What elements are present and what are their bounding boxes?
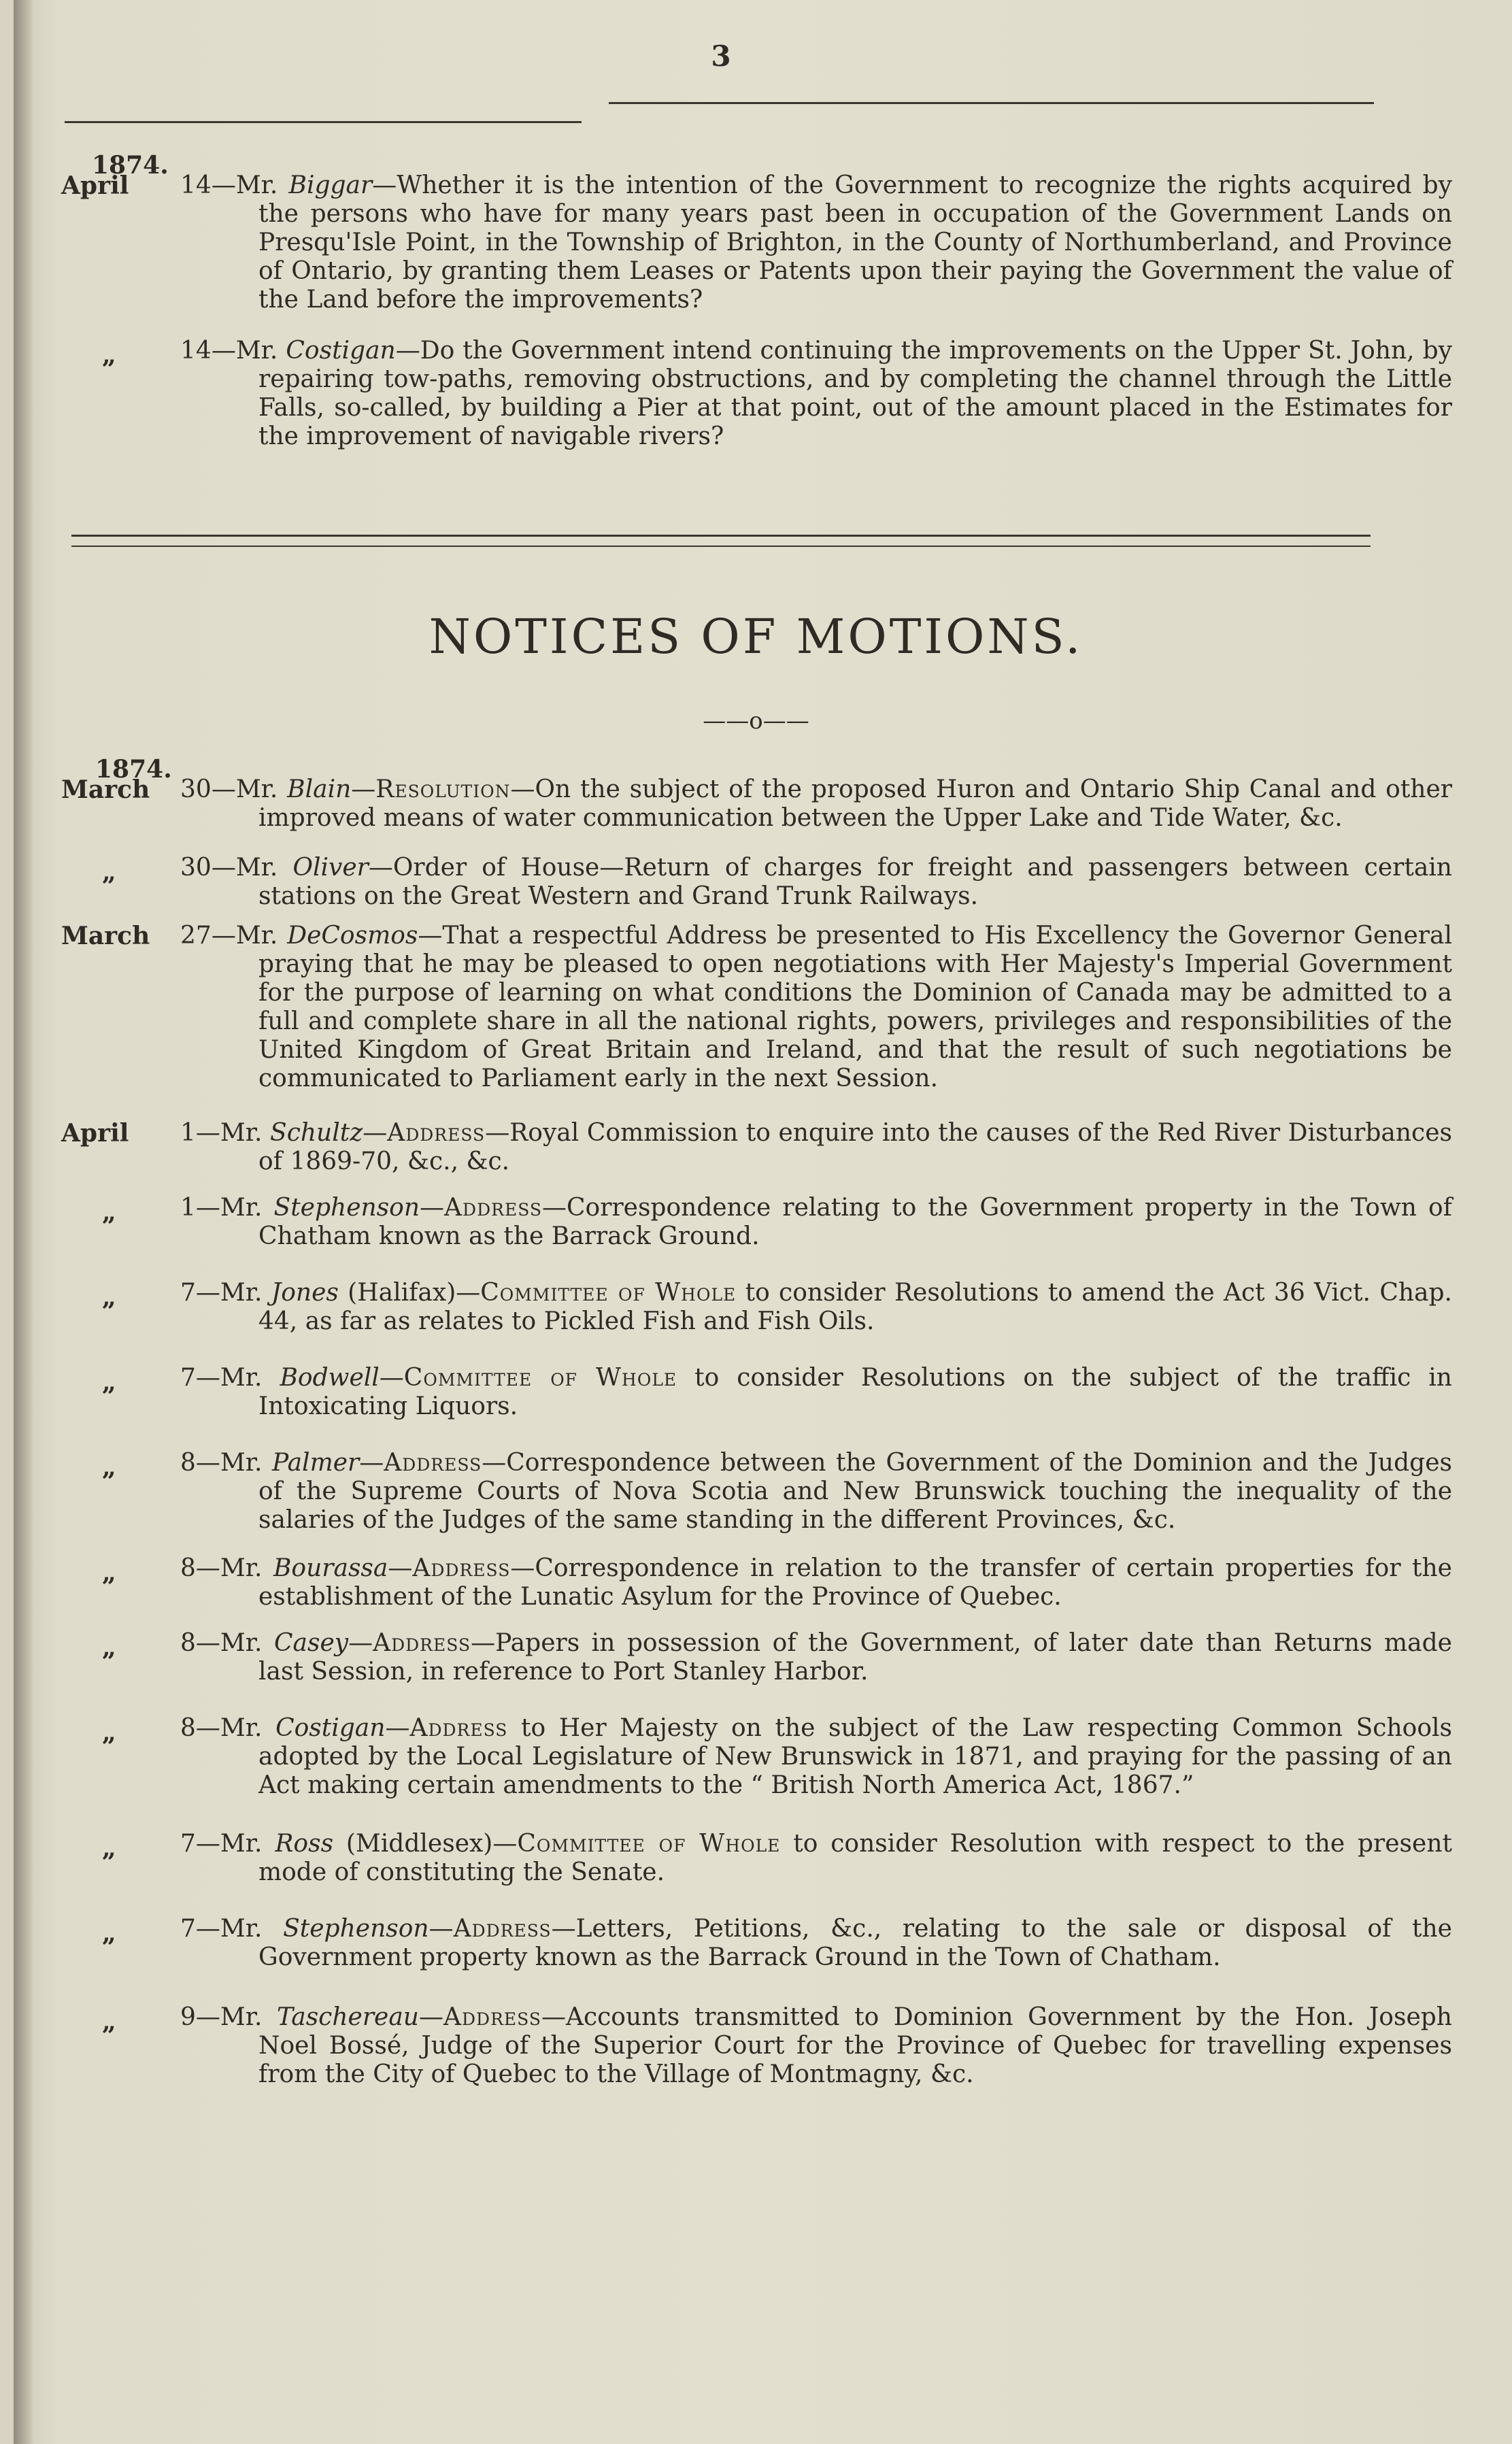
motion-kind: Address	[384, 1449, 482, 1477]
member-name: Bodwell	[280, 1364, 380, 1392]
motion-kind: Committee of Whole	[517, 1830, 781, 1858]
motion-text: Do the Government intend continuing the improvements on the Upper St. John, by repairing tow-paths, removing obstructions, and by completing the channel through the Little Falls, so-called, by building a Pier at that point, out of the amount placed in the Estimates for the improvement of navigable rivers?	[258, 337, 1452, 450]
motion-kind: Address	[444, 1194, 543, 1222]
motion-text: Correspondence relating to the Government property in the Town of Chatham known as the Barrack Ground.	[258, 1194, 1452, 1250]
motion-text: On the subject of the proposed Huron and Ontario Ship Canal and other improved means of water communication between the Upper Lake and Tide Water, &c.	[258, 775, 1452, 832]
member-riding: (Halifax)	[338, 1279, 456, 1307]
entry-body: 8—Mr. Bourassa—Address—Correspondence in relation to the transfer of certain properties for the establishment of the Lunatic Asylum for the Province of Quebec.	[180, 1554, 1452, 1611]
entry-body: 8—Mr. Palmer—Address—Correspondence between the Government of the Dominion and the Judges of the Supreme Courts of Nova Scotia and New Brunswick touching the inequality of the salaries of the Judges of the same standing in the different Provinces, &c.	[180, 1449, 1452, 1534]
motion-text: Papers in possession of the Government, of later date than Returns made last Session, in reference to Port Stanley Harbor.	[258, 1629, 1452, 1686]
section-rule-bottom	[71, 546, 1371, 547]
member-name: Jones	[271, 1279, 339, 1307]
motion-text: to consider Resolutions on the subject of the traffic in Intoxicating Liquors.	[258, 1364, 1452, 1420]
member-name: DeCosmos	[287, 922, 418, 950]
header-rule-left	[65, 121, 582, 123]
motion-text: Royal Commission to enquire into the causes of the Red River Disturbances of 1869-70, &c., &c.	[258, 1119, 1452, 1175]
entry-body: 8—Mr. Costigan—Address to Her Majesty on the subject of the Law respecting Common Schools adopted by the Local Legislature of New Brunswick in 1871, and praying for the passing of an Act making certain amendments to the “ British North America Act, 1867.”	[180, 1714, 1452, 1799]
motion-text: to consider Resolution with respect to the present mode of constituting the Senate.	[258, 1830, 1452, 1886]
member-name: Schultz	[270, 1119, 363, 1147]
entry-month: „	[102, 1834, 116, 1862]
motion-kind: Address	[443, 2003, 541, 2031]
entry-month: „	[102, 858, 116, 886]
member-name: Bourassa	[273, 1554, 388, 1582]
entry-body: 8—Mr. Casey—Address—Papers in possession of the Government, of later date than Returns made last Session, in reference to Port Stanley Harbor.	[180, 1629, 1452, 1686]
motion-kind: Resolution	[375, 775, 511, 803]
entry-month: April	[61, 171, 129, 200]
title-ornament: ——o——	[703, 707, 809, 735]
motion-kind: Committee of Whole	[403, 1364, 677, 1392]
member-name: Palmer	[271, 1449, 360, 1477]
entry-body: 30—Mr. Blain—Resolution—On the subject of the proposed Huron and Ontario Ship Canal and other improved means of water communication between the Upper Lake and Tide Water, &c.	[180, 775, 1452, 832]
page-number: 3	[711, 39, 731, 73]
entry-month: „	[102, 2007, 116, 2036]
entry-body: 7—Mr. Stephenson—Address—Letters, Petitions, &c., relating to the sale or disposal of the Government property known as the Barrack Ground in the Town of Chatham.	[180, 1915, 1452, 1971]
notices-year: 1874.	[95, 755, 172, 784]
entry-month: „	[102, 1198, 116, 1226]
member-name: Ross	[275, 1830, 334, 1858]
member-name: Stephenson	[283, 1915, 429, 1943]
entry-body: 14—Mr. Biggar—Whether it is the intention of the Government to recognize the rights acquired by the persons who have for many years past been in occupation of the Government Lands on Presqu'Isle Point, in the Township of Brighton, in the County of Northumberland, and Province of Ontario, by granting them Leases or Patents upon their paying the Government the value of the Land before the improvements?	[180, 171, 1452, 314]
entry-month: „	[102, 1718, 116, 1747]
entry-day: 1	[180, 1119, 196, 1147]
motion-kind: Address	[412, 1554, 511, 1582]
entry-day: 14	[180, 337, 212, 365]
member-name: Blain	[287, 775, 352, 803]
entry-day: 8	[180, 1449, 196, 1477]
motion-text: Whether it is the intention of the Government to recognize the rights acquired by the persons who have for many years past been in occupation of the Government Lands on Presqu'Isle Point, in the Township of Brighton, in the County of Northumberland, and Province of Ontario, by granting them Leases or Patents upon their paying the Government the value of the Land before the improvements?	[258, 171, 1452, 314]
motion-text: Correspondence in relation to the transfer of certain properties for the establishment of the Lunatic Asylum for the Province of Quebec.	[258, 1554, 1452, 1611]
entry-month: „	[102, 1368, 116, 1396]
entry-day: 8	[180, 1629, 196, 1657]
entry-body: 14—Mr. Costigan—Do the Government intend continuing the improvements on the Upper St. John, by repairing tow-paths, removing obstructions, and by completing the channel through the Little Falls, so-called, by building a Pier at that point, out of the amount placed in the Estimates for the improvement of navigable rivers?	[180, 337, 1452, 450]
entry-day: 8	[180, 1714, 196, 1742]
entry-day: 7	[180, 1915, 196, 1943]
entry-month: March	[61, 775, 150, 804]
motion-text: to consider Resolutions to amend the Act 36 Vict. Chap. 44, as far as relates to Pickled Fish and Fish Oils.	[258, 1279, 1452, 1335]
member-name: Casey	[273, 1629, 349, 1657]
motion-text: Letters, Petitions, &c., relating to the sale or disposal of the Government property known as the Barrack Ground in the Town of Chatham.	[258, 1915, 1452, 1971]
entry-month: March	[61, 922, 150, 950]
entry-day: 27	[180, 922, 212, 950]
entry-body: 7—Mr. Bodwell—Committee of Whole to consider Resolutions on the subject of the traffic in Intoxicating Liquors.	[180, 1364, 1452, 1420]
entry-day: 9	[180, 2003, 196, 2031]
motion-text: to Her Majesty on the subject of the Law respecting Common Schools adopted by the Local Legislature of New Brunswick in 1871, and praying for the passing of an Act making certain amendments to the “ British North America Act, 1867.”	[258, 1714, 1452, 1799]
entry-day: 1	[180, 1194, 196, 1222]
motion-text: Accounts transmitted to Dominion Government by the Hon. Joseph Noel Bossé, Judge of the Superior Court for the Province of Quebec for travelling expenses from the City of Quebec to the Village of Montmagny, &c.	[258, 2003, 1452, 2088]
member-name: Costigan	[275, 1714, 386, 1742]
entry-body: 1—Mr. Schultz—Address—Royal Commission to enquire into the causes of the Red River Disturbances of 1869-70, &c., &c.	[180, 1119, 1452, 1175]
entry-month: „	[102, 1453, 116, 1482]
binding-gutter	[14, 0, 33, 2444]
motion-text: Correspondence between the Government of the Dominion and the Judges of the Supreme Courts of Nova Scotia and New Brunswick touching the inequality of the salaries of the Judges of the same standing in the different Provinces, &c.	[258, 1449, 1452, 1534]
entry-body: 9—Mr. Taschereau—Address—Accounts transmitted to Dominion Government by the Hon. Joseph Noel Bossé, Judge of the Superior Court for the Province of Quebec for travelling expenses from the City of Quebec to the Village of Montmagny, &c.	[180, 2003, 1452, 2088]
entry-day: 30	[180, 775, 212, 803]
entry-day: 8	[180, 1554, 196, 1582]
questions-year: 1874.	[92, 151, 169, 180]
entry-month: „	[102, 1283, 116, 1311]
member-riding: (Middlesex)	[333, 1830, 493, 1858]
motion-text: Order of House—Return of charges for freight and passengers between certain stations on the Great Western and Grand Trunk Railways.	[258, 854, 1452, 910]
entry-body: 7—Mr. Jones (Halifax)—Committee of Whole to consider Resolutions to amend the Act 36 Vict. Chap. 44, as far as relates to Pickled Fish and Fish Oils.	[180, 1279, 1452, 1335]
member-name: Taschereau	[277, 2003, 419, 2031]
entry-day: 7	[180, 1279, 196, 1307]
motion-kind: Address	[409, 1714, 508, 1742]
member-name: Costigan	[286, 337, 396, 365]
motion-kind: Committee of Whole	[480, 1279, 737, 1307]
entry-day: 7	[180, 1364, 196, 1392]
section-rule-top	[71, 535, 1371, 537]
entry-day: 7	[180, 1830, 196, 1858]
notices-title: NOTICES OF MOTIONS.	[429, 609, 1083, 665]
entry-month: „	[102, 1633, 116, 1662]
entry-month: „	[102, 1919, 116, 1947]
entry-body: 27—Mr. DeCosmos—That a respectful Address be presented to His Excellency the Governor General praying that he may be pleased to open negotiations with Her Majesty's Imperial Government for the purpose of learning on what conditions the Dominion of Canada may be admitted to a full and complete share in all the national rights, powers, privileges and responsibilities of the United Kingdom of Great Britain and Ireland, and that the result of such negotiations be communicated to Parliament early in the next Session.	[180, 922, 1452, 1092]
entry-body: 7—Mr. Ross (Middlesex)—Committee of Whole to consider Resolution with respect to the present mode of constituting the Senate.	[180, 1830, 1452, 1886]
entry-month: „	[102, 1558, 116, 1587]
motion-kind: Address	[453, 1915, 552, 1943]
motion-kind: Address	[373, 1629, 471, 1657]
entry-body: 1—Mr. Stephenson—Address—Correspondence relating to the Government property in the Town of Chatham known as the Barrack Ground.	[180, 1194, 1452, 1250]
entry-day: 30	[180, 854, 212, 882]
entry-month: April	[61, 1119, 129, 1148]
entry-body: 30—Mr. Oliver—Order of House—Return of charges for freight and passengers between certain stations on the Great Western and Grand Trunk Railways.	[180, 854, 1452, 910]
entry-month: „	[102, 341, 116, 369]
header-rule-right	[609, 102, 1374, 104]
member-name: Oliver	[292, 854, 369, 882]
motion-text: That a respectful Address be presented to His Excellency the Governor General praying that he may be pleased to open negotiations with Her Majesty's Imperial Government for the purpose of learning on what conditions the Dominion of Canada may be admitted to a full and complete share in all the national rights, powers, privileges and responsibilities of the United Kingdom of Great Britain and Ireland, and that the result of such negotiations be communicated to Parliament early in the next Session.	[258, 922, 1452, 1092]
member-name: Biggar	[288, 171, 373, 199]
entry-day: 14	[180, 171, 212, 199]
motion-kind: Address	[387, 1119, 486, 1147]
member-name: Stephenson	[273, 1194, 420, 1222]
